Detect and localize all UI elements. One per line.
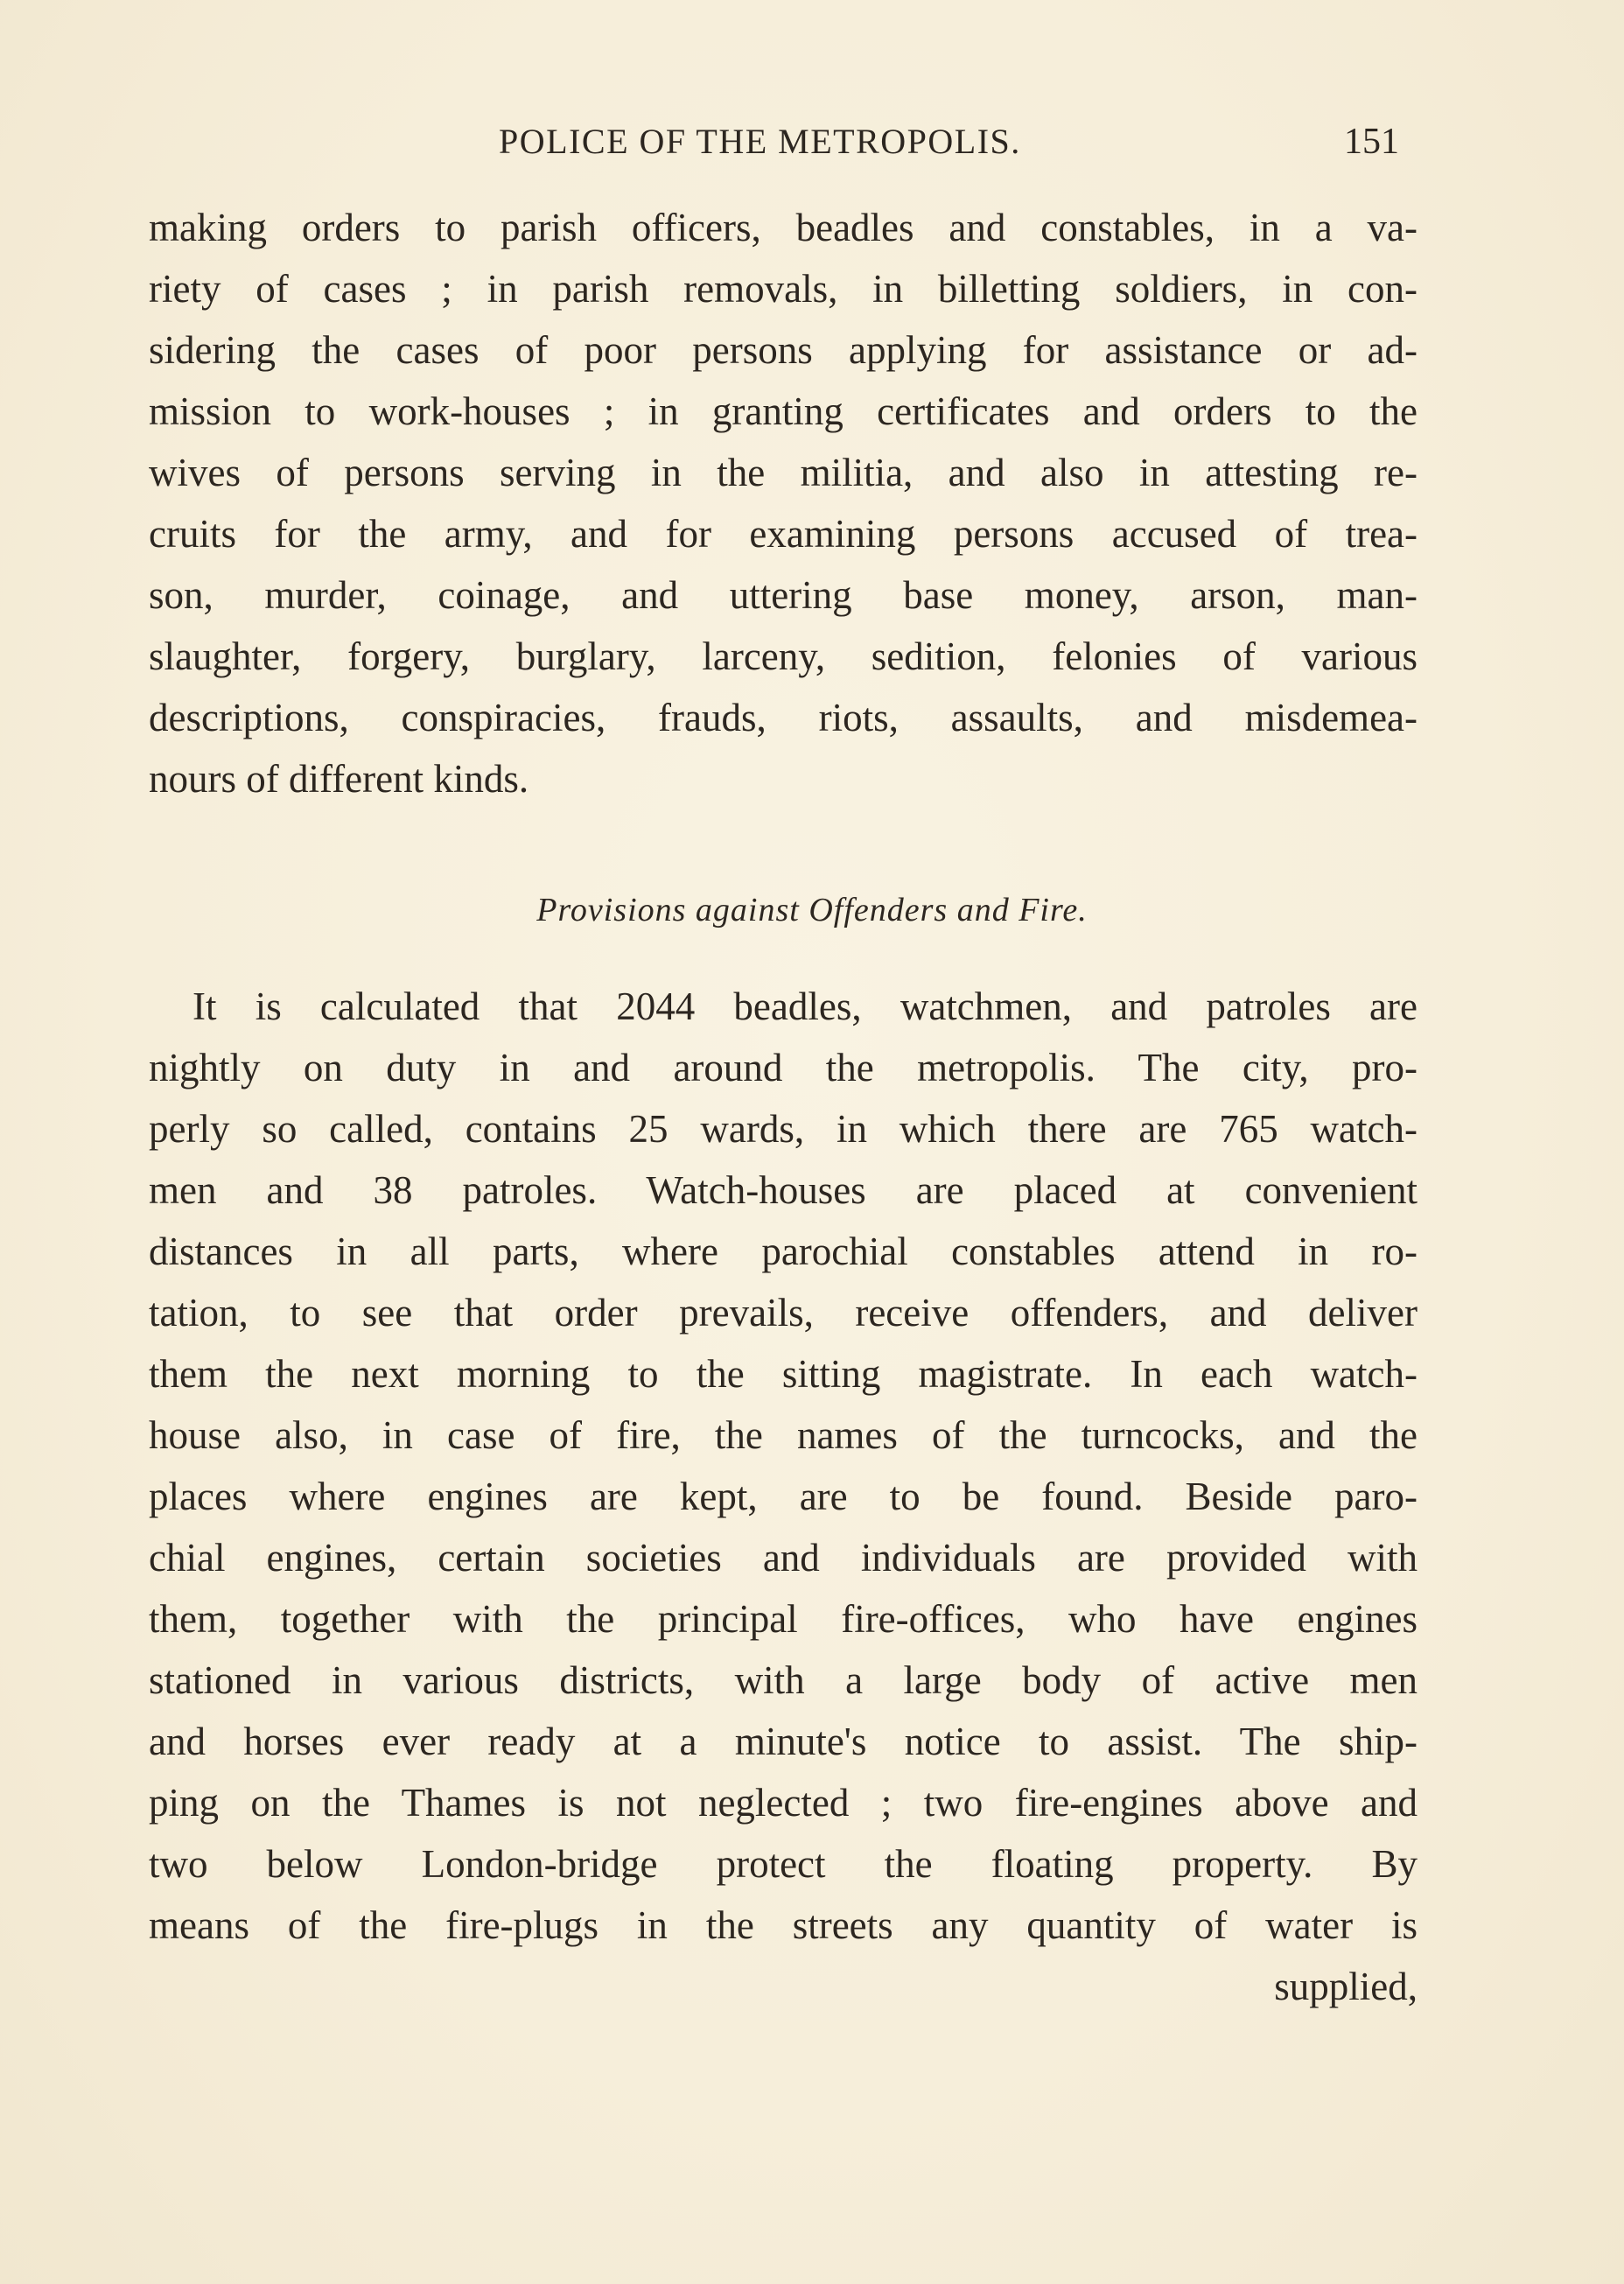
text-line: them the next morning to the sitting magistrate. In each watch-: [149, 1352, 1418, 1396]
section-heading: Provisions against Offenders and Fire.: [536, 892, 1088, 928]
running-head: POLICE OF THE METROPOLIS.: [499, 122, 1021, 161]
text-line: house also, in case of fire, the names of the turncocks, and the: [149, 1413, 1418, 1457]
text-line: descriptions, conspiracies, frauds, riots, assaults, and misdemea-: [149, 696, 1418, 739]
text-line: and horses ever ready at a minute's notice to assist. The ship-: [149, 1720, 1418, 1763]
text-line: perly so called, contains 25 wards, in which there are 765 watch-: [149, 1107, 1418, 1151]
text-line: ping on the Thames is not neglected ; two fire-engines above and: [149, 1781, 1418, 1825]
text-line: nours of different kinds.: [149, 757, 529, 801]
text-line: making orders to parish officers, beadles and constables, in a va-: [149, 206, 1418, 249]
paragraph-1: [149, 197, 1418, 809]
text-line: means of the fire-plugs in the streets any quantity of water is: [149, 1903, 1418, 1947]
text-line: distances in all parts, where parochial constables attend in ro-: [149, 1230, 1418, 1273]
text-line: son, murder, coinage, and uttering base money, arson, man-: [149, 573, 1418, 617]
text-line: wives of persons serving in the militia, and also in attesting re-: [149, 451, 1418, 494]
text-line: riety of cases ; in parish removals, in billetting soldiers, in con-: [149, 267, 1418, 311]
text-line: men and 38 patroles. Watch-houses are placed at convenient: [149, 1168, 1418, 1212]
text-line: mission to work-houses ; in granting certificates and orders to the: [149, 389, 1418, 433]
text-line: nightly on duty in and around the metropolis. The city, pro-: [149, 1046, 1418, 1089]
catchword: supplied,: [1274, 1965, 1418, 2008]
page-header: [0, 116, 1624, 168]
text-line: places where engines are kept, are to be found. Beside paro-: [149, 1475, 1418, 1518]
text-line: tation, to see that order prevails, receive offenders, and deliver: [149, 1291, 1418, 1335]
text-line: sidering the cases of poor persons applying for assistance or ad-: [149, 328, 1418, 372]
text-line: two below London-bridge protect the floating property. By: [149, 1842, 1418, 1886]
text-line: cruits for the army, and for examining persons accused of trea-: [149, 512, 1418, 556]
text-line: It is calculated that 2044 beadles, watchmen, and patroles are: [192, 984, 1418, 1028]
paragraph-2: [149, 976, 1418, 2017]
text-line: them, together with the principal fire-offices, who have engines: [149, 1597, 1418, 1641]
page-number: 151: [1344, 122, 1399, 162]
text-line: chial engines, certain societies and individuals are provided with: [149, 1536, 1418, 1580]
text-line: slaughter, forgery, burglary, larceny, sedition, felonies of various: [149, 634, 1418, 678]
text-line: stationed in various districts, with a large body of active men: [149, 1658, 1418, 1702]
